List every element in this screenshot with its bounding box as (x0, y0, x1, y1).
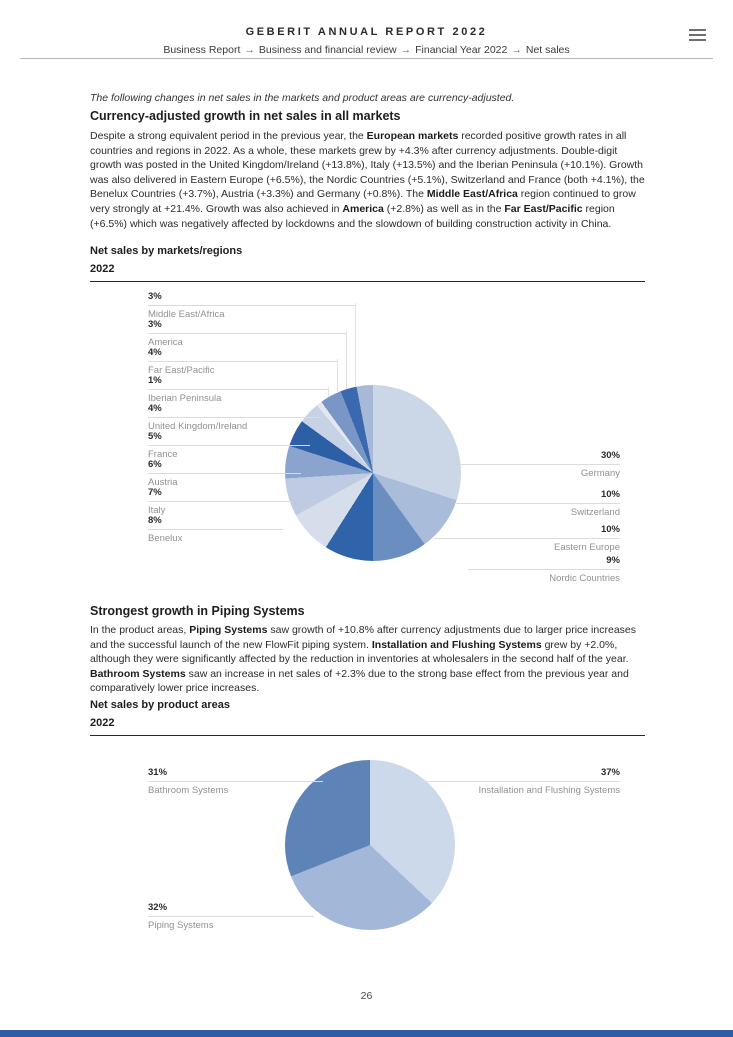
bold-term: Installation and Flushing Systems (371, 638, 542, 651)
pie-leader-line (148, 529, 283, 530)
pie-label-name: Benelux (148, 533, 183, 544)
pie-label-percent: 30% (600, 450, 620, 461)
pie-label-percent: 10% (600, 524, 620, 535)
page-title: GEBERIT ANNUAL REPORT 2022 (245, 26, 488, 38)
text-run: recorded positive growth rates in all countries and regions in 2022. As a whole, these markets grew by +4.3% after currency adjustments. Double-digit growth was posted in the United Kingdom/Ireland (+13.8%), Italy (+13.5%) and the Iberian Peninsula (+10.1%). Growth was also delivered in Eastern Europe (+6.5%), the Nordic Countries (+5.1%), Switzerland and France (both +4.1%), the Benelux Countries (+3.7%), Austria (+3.3%) and Germany (+0.8%). The (90, 130, 645, 201)
hamburger-bar (689, 39, 706, 41)
pie-label (468, 555, 620, 584)
pie-leader-line (148, 781, 323, 782)
pie-leader-line (148, 361, 337, 362)
pie-leader-vertical-line (337, 359, 338, 393)
pie-label-percent: 4% (148, 347, 162, 358)
bold-term: America (342, 202, 384, 215)
breadcrumb-arrow-icon: → (244, 44, 255, 56)
chart1-title: Net sales by markets/regions (90, 245, 243, 257)
bold-term: Middle East/Africa (426, 188, 518, 201)
chart2-rule (90, 735, 645, 736)
breadcrumb-item[interactable]: Business Report (163, 44, 241, 56)
pie-label (148, 431, 310, 460)
text-run: Despite a strong equivalent period in the previous year, the (90, 130, 367, 142)
pie-label-percent: 7% (148, 487, 162, 498)
chart1-year: 2022 (90, 263, 115, 275)
pie-label (148, 403, 319, 432)
breadcrumb (0, 44, 733, 56)
pie-label (148, 515, 283, 544)
pie-label (417, 767, 620, 796)
text-run: saw growth of +10.8% after currency adjustments due to larger price increases and the successful launch of the new FlowFit piping system. (90, 624, 636, 651)
pie-label-name: Piping Systems (148, 920, 214, 931)
text-run: grew by +2.0%, although they were significantly affected by the reduction in inventories at wholesalers in the second half of the year. (90, 638, 629, 666)
breadcrumb-item[interactable]: Business and financial review (258, 44, 397, 56)
pie-label-name: Austria (148, 477, 178, 488)
markets-paragraph (90, 129, 646, 231)
pie-label-name: Germany (580, 468, 620, 479)
pie-label (148, 347, 337, 376)
chart2-year: 2022 (90, 717, 115, 729)
pie-label-percent: 37% (600, 767, 620, 778)
breadcrumb-item[interactable]: Financial Year 2022 (415, 44, 508, 56)
hamburger-menu-icon[interactable] (689, 29, 706, 41)
chart2-title: Net sales by product areas (90, 699, 231, 711)
bold-term: Bathroom Systems (90, 667, 186, 680)
pie-label-name: Eastern Europe (553, 542, 620, 553)
pie-label-percent: 4% (148, 403, 162, 414)
pie-label-name: Nordic Countries (549, 573, 620, 584)
intro-note: The following changes in net sales in the markets and product areas are currency-adjusted. (90, 92, 515, 104)
pie-leader-line (148, 305, 355, 306)
pie-label (148, 319, 346, 348)
pie-label (148, 375, 328, 404)
pie-leader-line (434, 538, 620, 539)
pie-label-name: United Kingdom/Ireland (148, 421, 248, 432)
section-heading-piping: Strongest growth in Piping Systems (90, 604, 305, 618)
breadcrumb-arrow-icon: → (511, 44, 522, 56)
pie-label-percent: 10% (600, 489, 620, 500)
pie-leader-vertical-line (346, 331, 347, 389)
pie-label (456, 489, 620, 518)
footer-accent-bar (0, 1030, 733, 1037)
pie-leader-vertical-line (355, 303, 356, 387)
text-run: In the product areas, (90, 624, 190, 636)
pie-label-percent: 5% (148, 431, 162, 442)
pie-leader-line (460, 464, 620, 465)
pie-label-percent: 32% (148, 902, 168, 913)
bold-term: Far East/Pacific (504, 202, 583, 215)
section-heading-markets: Currency-adjusted growth in net sales in all markets (90, 109, 401, 123)
bold-term: Piping Systems (189, 624, 268, 636)
pie-label (148, 767, 323, 796)
chart1-rule (90, 281, 645, 282)
header-divider (20, 58, 713, 59)
pie-label-percent: 3% (148, 291, 162, 302)
pie-leader-line (148, 333, 346, 334)
hamburger-bar (689, 29, 706, 31)
pie-leader-line (148, 417, 319, 418)
pie-leader-line (456, 503, 620, 504)
breadcrumb-arrow-icon: → (400, 44, 412, 56)
text-run: (+2.8%) as well as in the (383, 202, 505, 215)
page-number: 26 (360, 990, 373, 1002)
pie-leader-line (148, 916, 314, 917)
pie-leader-line (417, 781, 620, 782)
pie-label-name: Bathroom Systems (148, 785, 229, 796)
pie-label (434, 524, 620, 553)
pie-label-name: Switzerland (570, 507, 620, 518)
pie-label (148, 902, 314, 931)
hamburger-bar (689, 34, 706, 36)
pie-label-name: Installation and Flushing Systems (478, 785, 620, 796)
pie-label-percent: 9% (606, 555, 620, 566)
pie-label-name: Iberian Peninsula (148, 393, 222, 404)
pie-label (148, 487, 292, 516)
pie-label (148, 459, 301, 488)
pie-label-percent: 6% (148, 459, 162, 470)
breadcrumb-item[interactable]: Net sales (525, 44, 570, 56)
pie-label-percent: 8% (148, 515, 162, 526)
pie-leader-line (148, 473, 301, 474)
pie-leader-line (468, 569, 620, 570)
pie-label-percent: 31% (148, 767, 168, 778)
product-areas-paragraph (90, 623, 646, 696)
pie-label-name: France (148, 449, 178, 460)
text-run: region (+6.5%) which was negatively affected by lockdowns and the slowdown of building construction activity in China. (90, 202, 615, 230)
pie-label-name: Far East/Pacific (148, 365, 215, 376)
pie-leader-line (148, 445, 310, 446)
pie-leader-line (148, 389, 328, 390)
pie-label-name: Middle East/Africa (148, 309, 225, 320)
pie-label-name: America (148, 337, 183, 348)
pie-label (148, 291, 355, 320)
pie-label-percent: 3% (148, 319, 162, 330)
pie-leader-line (148, 501, 292, 502)
text-run: region continued to grow very strongly at +21.4%. Growth was also achieved in (90, 188, 636, 215)
bold-term: European markets (366, 130, 459, 142)
pie-leader-vertical-line (328, 387, 329, 397)
text-run: saw an increase in net sales of +2.3% due to the strong base effect from the previous year and comparatively lower price increases. (90, 667, 629, 695)
pie-label-name: Italy (148, 505, 166, 516)
pie-label (460, 450, 620, 479)
pie-label-percent: 1% (148, 375, 162, 386)
